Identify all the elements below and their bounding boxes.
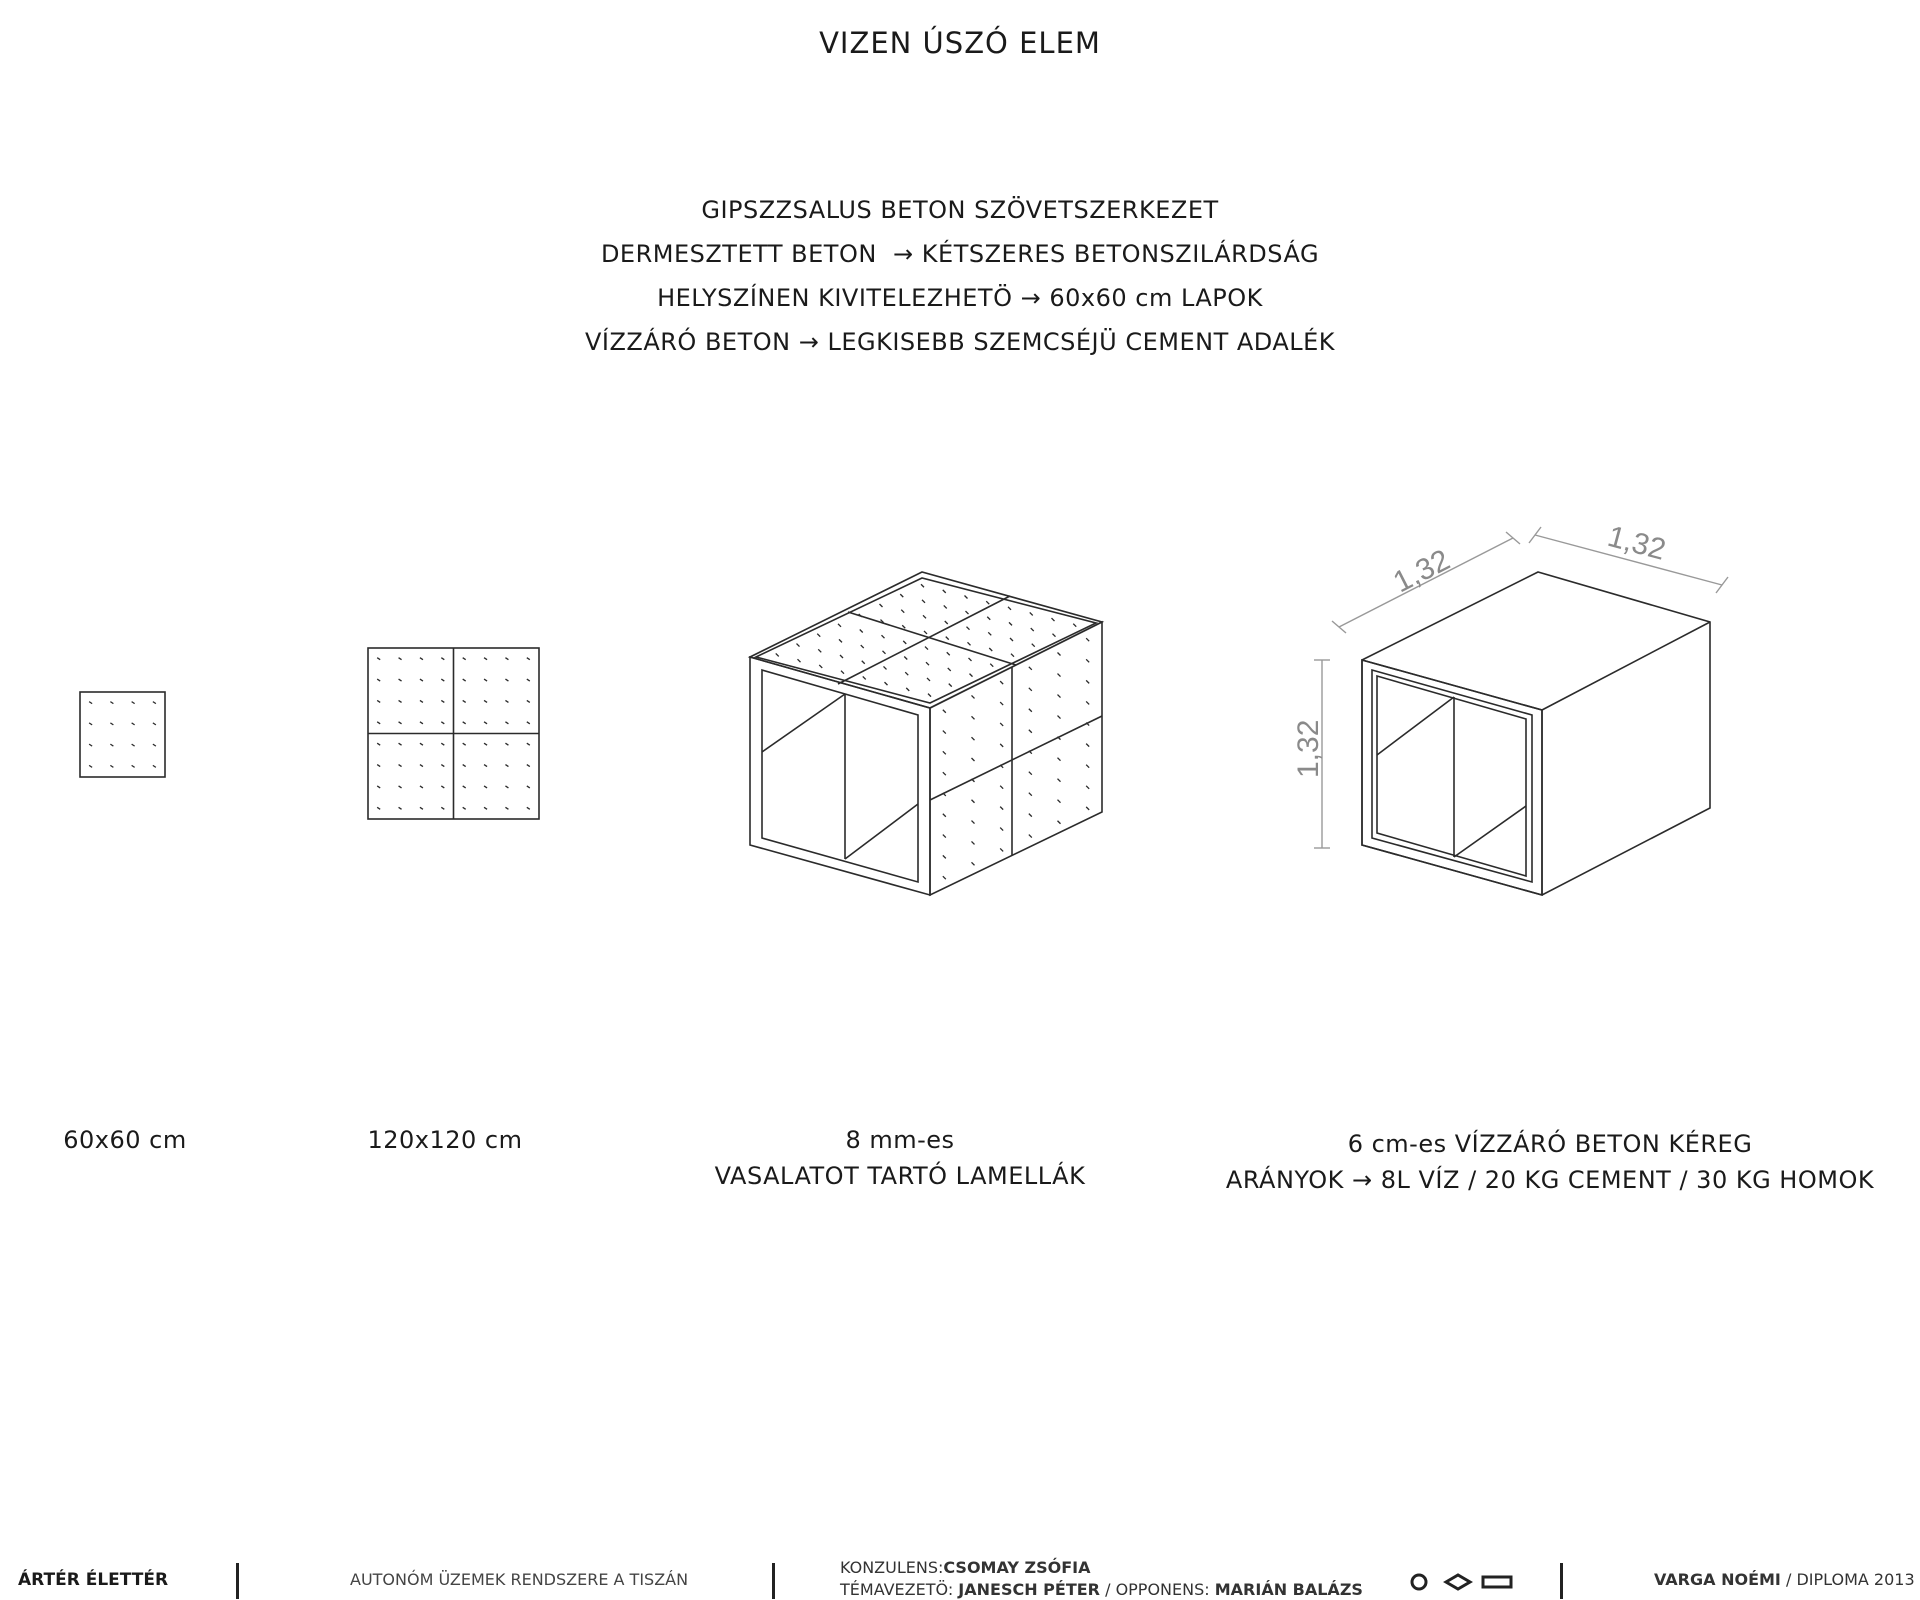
texture-mark (377, 786, 380, 788)
footer-supervisors (840, 1580, 1363, 1599)
texture-mark (399, 765, 402, 767)
texture-mark (527, 722, 530, 724)
texture-mark (527, 658, 530, 660)
texture-mark (420, 658, 423, 660)
texture-mark (463, 658, 466, 660)
texture-mark (943, 751, 946, 754)
texture-mark (399, 807, 402, 809)
texture-mark (972, 716, 975, 719)
texture-mark (484, 807, 487, 809)
opponent-label: / OPPONENS: (1100, 1580, 1215, 1599)
texture-mark (132, 723, 135, 725)
texture-mark (527, 743, 530, 745)
texture-mark (972, 758, 975, 761)
texture-mark (110, 765, 113, 767)
feature-line: GIPSZZSALUS BETON SZÖVETSZERKEZET (701, 196, 1219, 224)
texture-mark (1058, 653, 1061, 656)
circle-icon (1412, 1575, 1426, 1589)
texture-mark (441, 807, 444, 809)
texture-mark (463, 743, 466, 745)
panel-60 (80, 692, 165, 777)
texture-mark (1029, 688, 1032, 691)
footer-consultant (840, 1558, 1090, 1577)
texture-mark (420, 765, 423, 767)
diamond-icon (1446, 1575, 1470, 1589)
texture-mark (1029, 772, 1032, 775)
texture-mark (89, 744, 92, 746)
texture-mark (377, 765, 380, 767)
texture-mark (1000, 681, 1003, 684)
texture-mark (1058, 821, 1061, 824)
texture-mark (484, 786, 487, 788)
shell-cube (1362, 572, 1710, 895)
texture-mark (1000, 786, 1003, 789)
texture-mark (1029, 667, 1032, 670)
page-title: VIZEN ÚSZÓ ELEM (819, 26, 1101, 60)
texture-mark (1000, 723, 1003, 726)
texture-mark (505, 679, 508, 681)
texture-mark (377, 658, 380, 660)
footer-logo (1408, 1570, 1518, 1594)
texture-mark (1029, 814, 1032, 817)
texture-mark (484, 765, 487, 767)
texture-mark (377, 679, 380, 681)
texture-mark (153, 744, 156, 746)
caption-text: 8 mm-es (845, 1126, 955, 1154)
texture-mark (505, 700, 508, 702)
texture-mark (505, 743, 508, 745)
texture-mark (463, 679, 466, 681)
texture-mark (377, 743, 380, 745)
author-name: VARGA NOÉMI (1654, 1570, 1781, 1589)
feature-line: HELYSZÍNEN KIVITELEZHETÖ → 60x60 cm LAPOK (657, 284, 1263, 312)
texture-mark (527, 700, 530, 702)
diploma-label: / DIPLOMA 2013 (1780, 1570, 1915, 1589)
texture-mark (943, 855, 946, 858)
caption-shell (1215, 1126, 1885, 1198)
texture-mark (1029, 709, 1032, 712)
supervisor-name: JANESCH PÉTER (958, 1580, 1100, 1599)
texture-mark (505, 658, 508, 660)
footer-author (1654, 1570, 1915, 1589)
texture-mark (1029, 835, 1032, 838)
texture-mark (943, 814, 946, 817)
caption-text: 120x120 cm (367, 1126, 523, 1154)
texture-mark (399, 700, 402, 702)
feature-line: DERMESZTETT BETON → KÉTSZERES BETONSZILÁRDSÁG (600, 240, 1320, 268)
texture-mark (1086, 807, 1089, 810)
texture-mark (441, 743, 444, 745)
texture-mark (420, 700, 423, 702)
texture-mark (1000, 828, 1003, 831)
dimension-width-left: 1,32 (1388, 543, 1456, 600)
texture-mark (463, 722, 466, 724)
panel-60-marks (89, 702, 156, 768)
texture-mark (1058, 695, 1061, 698)
caption-panel-120 (350, 1122, 540, 1158)
texture-mark (153, 765, 156, 767)
texture-mark (89, 723, 92, 725)
texture-mark (1058, 674, 1061, 677)
texture-mark (527, 786, 530, 788)
footer-subtitle: AUTONÓM ÜZEMEK RENDSZERE A TISZÁN (350, 1570, 689, 1589)
texture-mark (132, 702, 135, 704)
texture-mark (484, 722, 487, 724)
texture-mark (484, 700, 487, 702)
texture-mark (89, 702, 92, 704)
texture-mark (110, 723, 113, 725)
texture-mark (1000, 807, 1003, 810)
texture-mark (153, 723, 156, 725)
texture-mark (943, 710, 946, 713)
consultant-label: KONZULENS: (840, 1558, 944, 1577)
footer-project: ÁRTÉR ÉLETTÉR (18, 1570, 169, 1590)
texture-mark (943, 772, 946, 775)
texture-mark (399, 786, 402, 788)
texture-mark (1086, 659, 1089, 662)
texture-mark (972, 737, 975, 740)
texture-mark (527, 765, 530, 767)
texture-mark (1058, 800, 1061, 803)
texture-mark (89, 765, 92, 767)
caption-text: ARÁNYOK → 8L VÍZ / 20 KG CEMENT / 30 KG HOMOK (1225, 1166, 1875, 1194)
texture-mark (972, 821, 975, 824)
texture-mark (505, 807, 508, 809)
dimension-height: 1,32 (1292, 719, 1325, 778)
caption-text: 60x60 cm (63, 1126, 187, 1154)
texture-mark (420, 743, 423, 745)
texture-mark (132, 765, 135, 767)
texture-mark (943, 835, 946, 838)
texture-mark (420, 722, 423, 724)
texture-mark (377, 700, 380, 702)
supervisor-label: TÉMAVEZETÖ: (840, 1580, 959, 1599)
texture-mark (1086, 638, 1089, 641)
lamella-cube (750, 572, 1102, 895)
texture-mark (420, 679, 423, 681)
texture-mark (505, 765, 508, 767)
dimension-width-right: 1,32 (1604, 519, 1670, 567)
texture-mark (441, 679, 444, 681)
texture-mark (399, 658, 402, 660)
texture-mark (463, 786, 466, 788)
caption-text: VASALATOT TARTÓ LAMELLÁK (714, 1162, 1086, 1190)
texture-mark (153, 702, 156, 704)
texture-mark (441, 786, 444, 788)
texture-mark (505, 786, 508, 788)
texture-mark (1086, 786, 1089, 789)
texture-mark (1029, 730, 1032, 733)
texture-mark (377, 807, 380, 809)
texture-mark (399, 743, 402, 745)
texture-mark (1058, 779, 1061, 782)
texture-mark (377, 722, 380, 724)
texture-mark (484, 658, 487, 660)
texture-mark (1000, 848, 1003, 851)
texture-mark (441, 700, 444, 702)
caption-panel-60 (40, 1122, 210, 1158)
footer-divider (236, 1563, 239, 1599)
texture-mark (972, 862, 975, 865)
texture-mark (972, 800, 975, 803)
texture-mark (527, 807, 530, 809)
texture-mark (441, 765, 444, 767)
texture-mark (463, 765, 466, 767)
texture-mark (1058, 716, 1061, 719)
texture-mark (132, 744, 135, 746)
texture-mark (1086, 765, 1089, 768)
texture-mark (110, 744, 113, 746)
caption-text: 6 cm-es VÍZZÁRÓ BETON KÉREG (1347, 1130, 1753, 1158)
texture-mark (1000, 744, 1003, 747)
texture-mark (110, 702, 113, 704)
caption-lamella (690, 1122, 1110, 1194)
texture-mark (420, 786, 423, 788)
texture-mark (505, 722, 508, 724)
texture-mark (420, 807, 423, 809)
texture-mark (1086, 744, 1089, 747)
texture-mark (441, 658, 444, 660)
texture-mark (1086, 680, 1089, 683)
texture-mark (943, 876, 946, 879)
opponent-name: MARIÁN BALÁZS (1214, 1580, 1363, 1599)
footer-divider (772, 1563, 775, 1599)
texture-mark (399, 679, 402, 681)
texture-mark (972, 695, 975, 698)
texture-mark (527, 679, 530, 681)
texture-mark (972, 841, 975, 844)
texture-mark (1029, 793, 1032, 796)
feature-line: VÍZZÁRÓ BETON → LEGKISEBB SZEMCSÉJÜ CEMENT ADALÉK (584, 328, 1336, 356)
rectangle-icon (1483, 1577, 1511, 1587)
texture-mark (463, 700, 466, 702)
texture-mark (1058, 758, 1061, 761)
texture-mark (1086, 701, 1089, 704)
panel-120 (368, 648, 539, 819)
texture-mark (943, 731, 946, 734)
texture-mark (399, 722, 402, 724)
consultant-name: CSOMAY ZSÓFIA (943, 1558, 1091, 1577)
texture-mark (441, 722, 444, 724)
texture-mark (484, 743, 487, 745)
footer-divider (1560, 1563, 1563, 1599)
texture-mark (1000, 702, 1003, 705)
texture-mark (463, 807, 466, 809)
texture-mark (484, 679, 487, 681)
